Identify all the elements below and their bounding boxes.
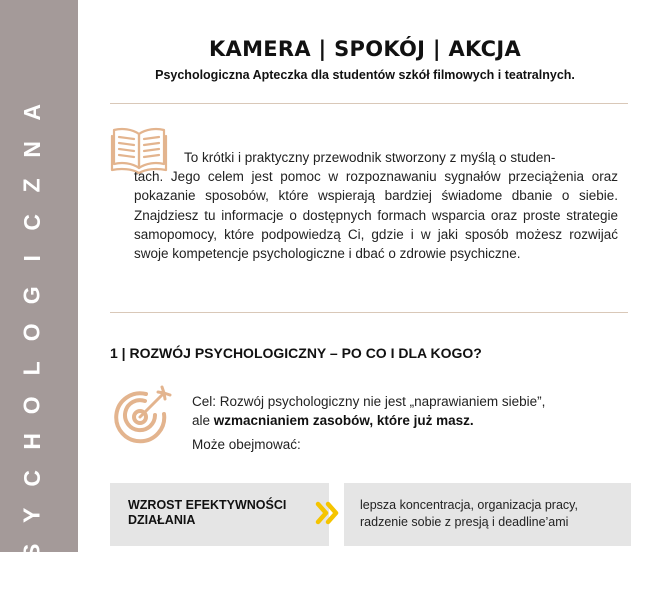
intro-rest: tach. Jego celem jest pomoc w rozpoznawaniu sygnałów przeciążenia oraz pokazanie sposobów, które wspierają bardziej świadome dbanie o siebie. Znajdziesz tu informacje o dostępnych formach wsparcia oraz proste strategie samopomocy, które podpowiedzą Ci, gdzie i w jaki sposób możesz rozwijać swoje kompetencje psychologiczne i dbać o zdrowie psychiczne.	[134, 169, 618, 262]
goal-line-1: Cel: Rozwój psychologiczny nie jest „naprawianiem siebie”,	[192, 394, 546, 409]
section-title: 1 | ROZWÓJ PSYCHOLOGICZNY – PO CO I DLA KOGO?	[110, 345, 482, 361]
side-letter: G	[18, 286, 45, 305]
goal-middle: ale	[192, 413, 214, 428]
side-letter: I	[18, 255, 45, 262]
side-letter: P	[18, 580, 45, 596]
side-letter: Z	[18, 178, 45, 193]
side-band	[0, 0, 78, 596]
side-letter: C	[18, 469, 45, 487]
side-letter: L	[18, 361, 45, 376]
side-letter: H	[18, 433, 45, 450]
divider-top	[110, 103, 628, 104]
goal-line-2	[192, 411, 622, 430]
may-include-label: Może obejmować:	[192, 437, 301, 452]
side-letter: O	[18, 396, 45, 414]
goal-text	[192, 392, 622, 430]
target-icon	[110, 384, 176, 450]
intro-first-line: To krótki i praktyczny przewodnik stworzony z myślą o studen-	[184, 150, 556, 165]
side-letter: C	[18, 213, 45, 231]
side-letter: Y	[18, 507, 45, 523]
divider-middle	[110, 312, 628, 313]
double-chevron-right-icon	[315, 502, 341, 524]
benefit-label: WZROST EFEKTYWNOŚCI DZIAŁANIA	[128, 498, 287, 527]
intro-paragraph	[134, 148, 618, 263]
page-title: KAMERA | SPOKÓJ | AKCJA	[208, 37, 522, 61]
page-subtitle: Psychologiczna Apteczka dla studentów szkół filmowych i teatralnych.	[155, 68, 575, 82]
side-letter: A	[18, 103, 45, 121]
side-letter: O	[18, 322, 45, 341]
side-letter: N	[18, 140, 45, 158]
benefit-label-box	[110, 483, 329, 546]
side-letter: S	[18, 543, 45, 560]
benefit-description-box	[344, 483, 631, 546]
benefit-description: lepsza koncentracja, organizacja pracy, radzenie sobie z presją i deadline’ami	[360, 498, 578, 529]
side-vertical-text	[16, 94, 62, 606]
goal-emphasis: wzmacnianiem zasobów, które już masz.	[213, 413, 474, 428]
